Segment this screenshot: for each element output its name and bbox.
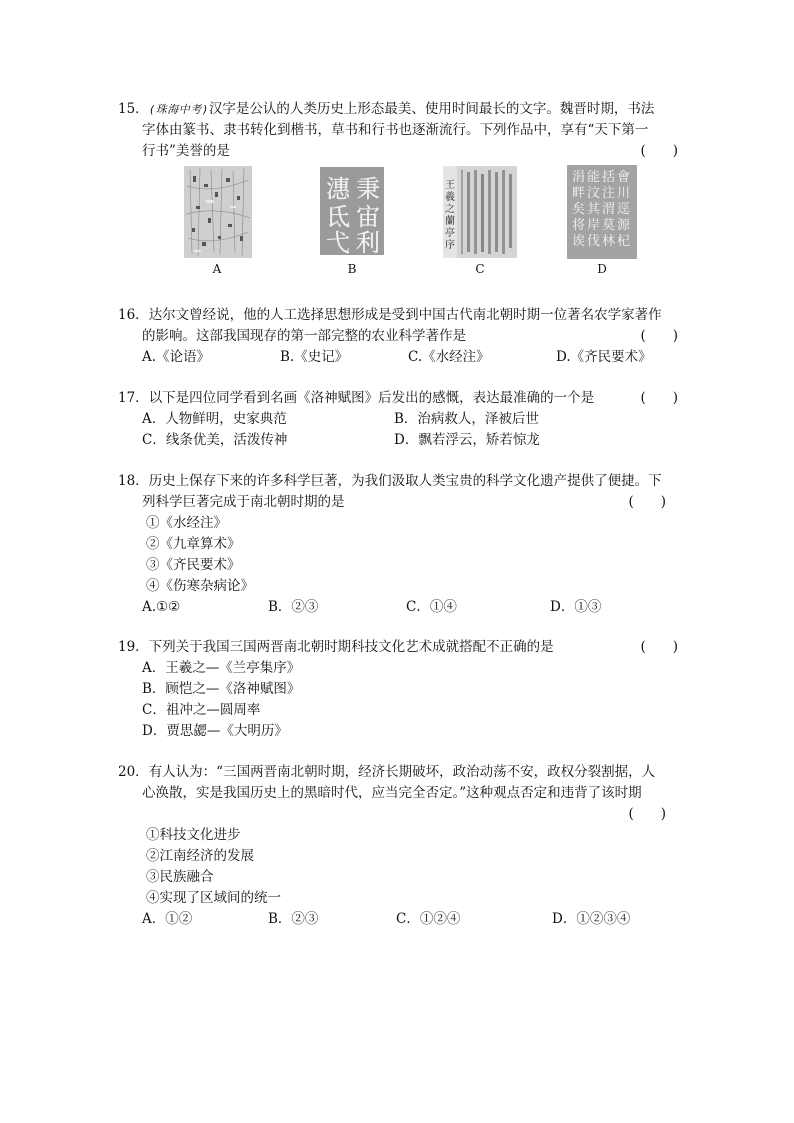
glyph: 逕 bbox=[617, 202, 631, 217]
answer-paren: ( ) bbox=[628, 806, 666, 822]
glyph: 能 bbox=[587, 170, 601, 185]
option-a: A.《论语》 bbox=[142, 349, 211, 365]
question-16 bbox=[118, 305, 678, 368]
glyph: 杞 bbox=[617, 234, 631, 249]
image-label-d: D bbox=[597, 262, 607, 276]
option-c: C．①④ bbox=[406, 599, 457, 615]
question-text: 汉字是公认的人类历史上形态最美、使用时间最长的文字。魏晋时期，书法 bbox=[208, 101, 655, 117]
option-b: B．②③ bbox=[268, 599, 319, 615]
clerical-script-calligraphy-icon bbox=[567, 165, 637, 263]
option-b: B．治病救人，泽被后世 bbox=[394, 411, 539, 427]
options-row bbox=[118, 597, 678, 618]
glyph: 亭 bbox=[445, 228, 455, 239]
glyph: 源 bbox=[617, 218, 631, 233]
option-a: A.①② bbox=[142, 599, 181, 615]
option-c: C．①②④ bbox=[396, 911, 461, 927]
glyph: 渭 bbox=[602, 202, 616, 217]
question-number: 17． bbox=[118, 390, 149, 406]
question-text: 心涣散，实是我国历史上的黑暗时代，应当完全否定。”这种观点否定和违背了该时期 bbox=[142, 785, 642, 801]
image-label-b: B bbox=[347, 262, 357, 276]
glyph: 潓 bbox=[326, 175, 350, 203]
question-text: 的影响。这部我国现存的第一部完整的农业科学著作是 bbox=[142, 328, 466, 344]
glyph: 注 bbox=[602, 186, 616, 201]
option-d: D．飘若浮云，矫若惊龙 bbox=[394, 432, 540, 448]
glyph: 其 bbox=[587, 202, 601, 217]
glyph: 宙 bbox=[356, 203, 380, 231]
glyph: 莫 bbox=[602, 218, 616, 233]
question-text: 下列关于我国三国两晋南北朝时期科技文化艺术成就搭配不正确的是 bbox=[148, 639, 554, 655]
glyph: 序 bbox=[445, 240, 455, 251]
option-d: D．①②③④ bbox=[552, 911, 631, 927]
glyph: 羲 bbox=[445, 192, 455, 203]
glyph: 會 bbox=[617, 170, 631, 185]
answer-paren: ( ) bbox=[640, 143, 678, 159]
glyph: 将 bbox=[572, 218, 586, 233]
glyph: 诶 bbox=[572, 234, 586, 249]
glyph: 伐 bbox=[587, 234, 601, 249]
glyph: 蘭 bbox=[445, 216, 455, 227]
glyph: 弋 bbox=[326, 229, 350, 255]
image-label-c: C bbox=[475, 262, 485, 276]
question-number: 19． bbox=[118, 639, 149, 655]
list-item: ②江南经济的发展 bbox=[146, 848, 254, 864]
question-17 bbox=[118, 388, 678, 451]
answer-paren: ( ) bbox=[640, 390, 678, 406]
list-item: ③《齐民要术》 bbox=[146, 557, 241, 573]
list-item: ①科技文化进步 bbox=[146, 827, 241, 843]
list-item: ④实现了区域间的统一 bbox=[146, 890, 281, 906]
option-a: A．王羲之—《兰亭集序》 bbox=[142, 660, 301, 676]
answer-paren: ( ) bbox=[628, 494, 666, 510]
question-text: 有人认为：“三国两晋南北朝时期，经济长期破坏，政治动荡不安，政权分裂割据，人 bbox=[148, 764, 656, 780]
question-number: 18． bbox=[118, 473, 149, 489]
option-d: D．①③ bbox=[550, 599, 602, 615]
option-b: B．②③ bbox=[268, 911, 319, 927]
list-item: ①《水经注》 bbox=[146, 515, 227, 531]
glyph: 括 bbox=[602, 170, 616, 185]
glyph: 汶 bbox=[587, 186, 601, 201]
option-b: B.《史记》 bbox=[280, 349, 349, 365]
question-number: 15． bbox=[118, 101, 149, 117]
question-text: 行书”美誉的是 bbox=[142, 143, 230, 159]
question-15 bbox=[118, 99, 678, 162]
question-number: 20． bbox=[118, 764, 149, 780]
glyph: 畔 bbox=[572, 186, 586, 201]
question-19 bbox=[118, 637, 678, 742]
option-c: C．线条优美，活泼传神 bbox=[142, 432, 288, 448]
options-row bbox=[118, 430, 678, 451]
answer-paren: ( ) bbox=[640, 328, 678, 344]
options-row bbox=[118, 347, 678, 368]
seal-script-calligraphy-icon bbox=[320, 167, 384, 259]
glyph: 王 bbox=[445, 180, 455, 191]
glyph: 秉 bbox=[356, 175, 380, 203]
list-item: ③民族融合 bbox=[146, 869, 214, 885]
glyph: 川 bbox=[617, 186, 631, 201]
option-d: D.《齐民要术》 bbox=[556, 349, 652, 365]
glyph: 涓 bbox=[572, 170, 586, 185]
glyph: 林 bbox=[602, 234, 616, 249]
options-row bbox=[118, 409, 678, 430]
glyph: 利 bbox=[356, 229, 380, 255]
option-d: D．贾思勰—《大明历》 bbox=[142, 723, 288, 739]
glyph: 之 bbox=[445, 204, 455, 215]
list-item: ②《九章算术》 bbox=[146, 536, 241, 552]
answer-paren: ( ) bbox=[640, 639, 678, 655]
glyph: 氐 bbox=[326, 203, 350, 231]
option-a: A．人物鲜明，史家典范 bbox=[142, 411, 287, 427]
question-number: 16． bbox=[118, 307, 149, 323]
question-20 bbox=[118, 762, 678, 930]
glyph: 岸 bbox=[587, 218, 601, 233]
option-c: C.《水经注》 bbox=[408, 349, 490, 365]
bamboo-slip-photo-icon bbox=[184, 166, 252, 262]
question-text: 字体由篆书、隶书转化到楷书，草书和行书也逐渐流行。下列作品中，享有“天下第一 bbox=[142, 122, 649, 138]
question-text: 达尔文曾经说，他的人工选择思想形成是受到中国古代南北朝时期一位著名农学家著作 bbox=[148, 307, 662, 323]
list-item: ④《伤寒杂病论》 bbox=[146, 578, 254, 594]
question-text: 列科学巨著完成于南北朝时期的是 bbox=[142, 494, 345, 510]
glyph: 矣 bbox=[572, 202, 586, 217]
question-source: (珠海中考) bbox=[148, 103, 209, 116]
question-text: 以下是四位同学看到名画《洛神赋图》后发出的感慨，表达最准确的一个是 bbox=[148, 390, 595, 406]
lanting-xu-scroll-icon bbox=[443, 166, 517, 262]
image-label-a: A bbox=[212, 262, 222, 276]
options-row bbox=[118, 909, 678, 930]
option-a: A．①② bbox=[142, 911, 193, 927]
option-c: C．祖冲之—圆周率 bbox=[142, 702, 261, 718]
option-b: B．顾恺之—《洛神赋图》 bbox=[142, 681, 301, 697]
question-text: 历史上保存下来的许多科学巨著，为我们汲取人类宝贵的科学文化遗产提供了便捷。下 bbox=[148, 473, 662, 489]
question-18 bbox=[118, 471, 678, 618]
